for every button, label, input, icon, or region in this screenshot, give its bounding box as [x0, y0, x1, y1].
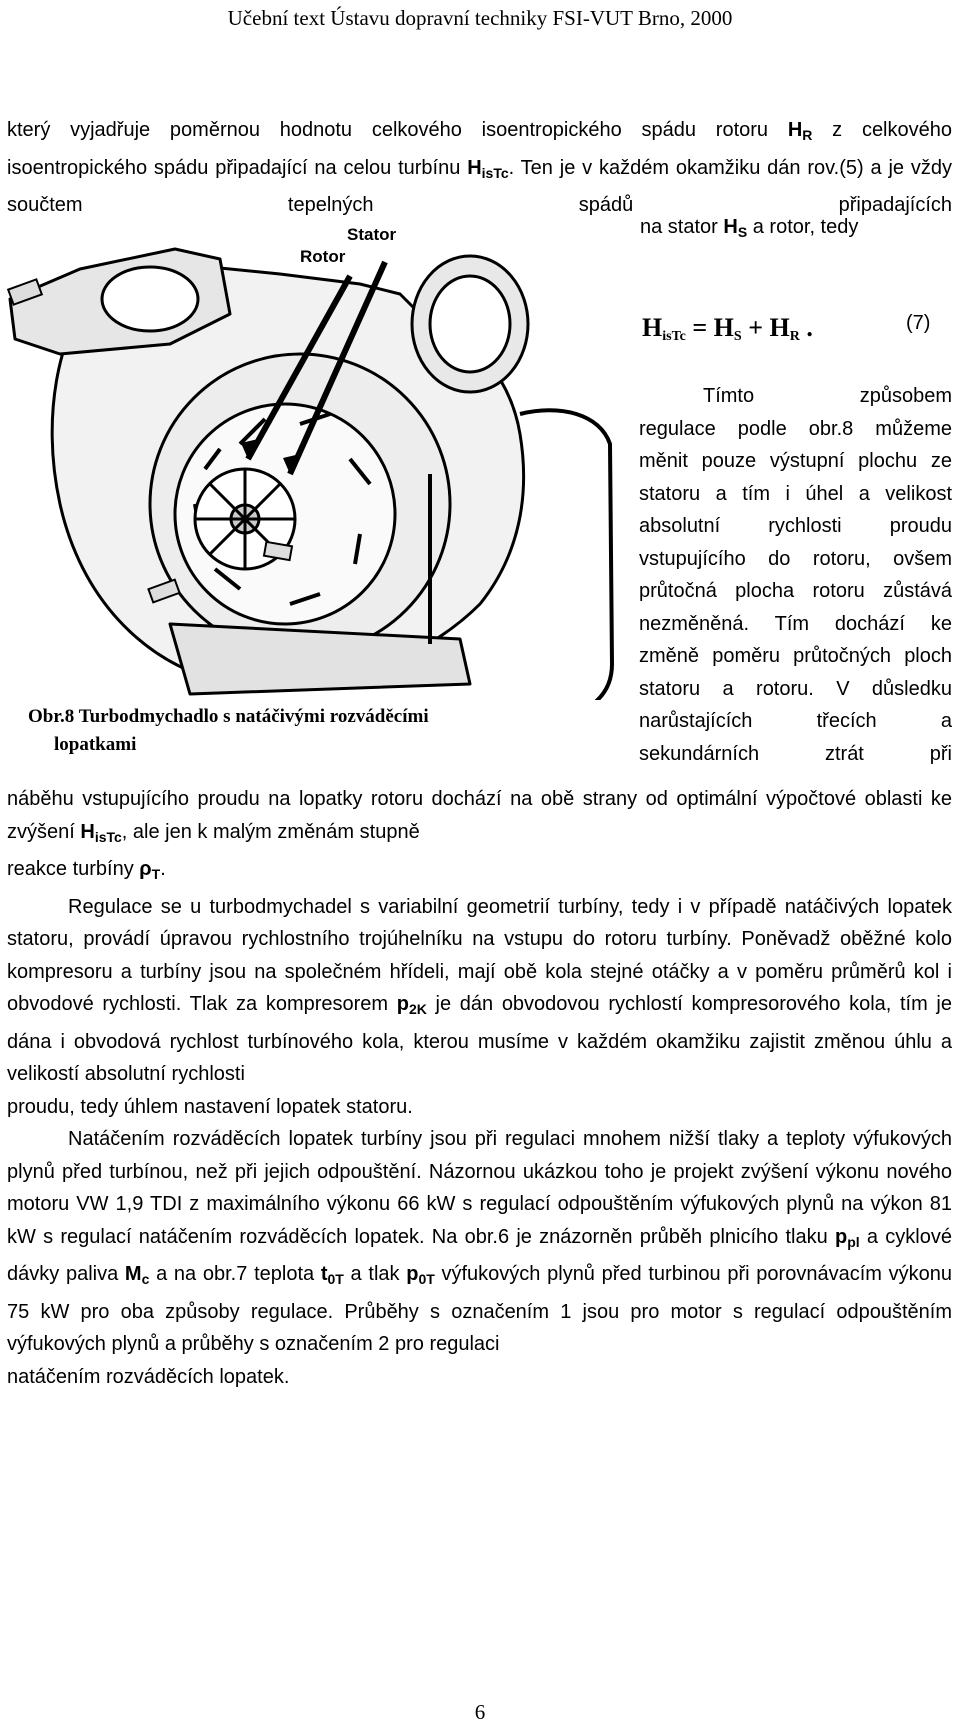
figure-caption	[28, 703, 628, 759]
caption-line-2: lopatkami	[54, 734, 137, 755]
paragraph-1: náběhu vstupujícího proudu na lopatky rotoru dochází na obě strany od optimální výpočtové oblasti ke zvýšení $H_{isTc}$, ale jen k malým změnám stupně reakce turbíny $\rho_T$.	[7, 788, 952, 882]
label-stator: Stator	[347, 225, 397, 244]
equation-number: (7)	[906, 312, 931, 334]
equation-body: $H_{isTc} = H_S + H_R$ .	[642, 313, 813, 344]
equation-7	[642, 305, 954, 351]
page-header: Učební text Ústavu dopravní techniky FSI-VUT Brno, 2000	[227, 6, 733, 30]
label-rotor: Rotor	[300, 247, 346, 266]
intro-paragraph	[7, 114, 952, 222]
symbol-histc: $H_{isTc}$	[467, 156, 509, 181]
side-rest: regulace podle obr.8 můžeme měnit pouze výstupní plochu ze statoru a tím i úhel a velikost absolutní rychlosti proudu vstupujícího do rotoru, ovšem průtočná plocha rotoru zůstává nezměněná. Tím dochází ke změně poměru průtočných ploch statoru a rotoru. V důsledku narůstajících třecích a sekundárních ztrát při	[639, 417, 952, 765]
paragraph-3: Natáčením rozváděcích lopatek turbíny jsou při regulaci mnohem nižší tlaky a teploty výfukových plynů před turbínou, než při jejich odpouštění. Názornou ukázkou toho je projekt zvýšení výkonu nového motoru VW 1,9 TDI z maximálního výkonu 66 kW s regulací odpouštěním výfukových plynů na výkon 81 kW s regulací natáčením rozváděcích lopatek. Na obr.6 je znázorněn průběh plnicího tlaku $p_{pl}$ a cyklové dávky paliva $M_c$ a na obr.7 teplota $t_{0T}$ a tlak $p_{0T}$ výfukových plynů před turbinou při porovnávacím výkonu 75 kW pro oba způsoby regulace. Průběhy s označením 1 jsou pro motor s regulací odpouštěním výfukových plynů a průběhy s označením 2 pro regulaci natáčením rozváděcích lopatek.	[7, 1128, 952, 1388]
symbol-hs: $H_S$	[723, 216, 748, 240]
paragraph-2: Regulace se u turbodmychadel s variabilní geometrií turbíny, tedy i v případě natáčivých lopatek statoru, provádí úpravou rychlostního trojúhelníku na vstupu do rotoru turbíny. Poněvadž oběžné kolo kompresoru a turbíny jsou na společném hřídeli, mají obě kola stejné otáčky a v poměru průměrů kol i obvodové rychlosti. Tlak za kompresorem $p_{2K}$ je dán obvodovou rychlostí kompresorového kola, tím je dána i obvodová rychlost turbínového kola, kterou musíme v každém okamžiku zajistit změnou úhlu a velikostí absolutní rychlosti proudu, tedy úhlem nastavení lopatek statoru.	[7, 895, 953, 1118]
outlet-opening	[430, 276, 510, 372]
inlet-opening	[102, 267, 198, 331]
intro-text-3: . Ten je v každém okamžiku dán rov.(5) a je vždy součtem tepelných spádů připadajících	[7, 156, 952, 216]
turbocharger-figure	[0, 222, 634, 700]
caption-line-1: Obr.8 Turbodmychadlo s natáčivými rozváděcími	[28, 706, 429, 727]
turbocharger-drawing	[0, 222, 634, 700]
right-line: na stator $H_S$ a rotor, tedy	[640, 216, 859, 240]
side-paragraph	[639, 380, 952, 770]
symbol-hr: $H_R$	[787, 119, 813, 143]
main-text	[7, 783, 952, 1393]
intro-text-1: který vyjadřuje poměrnou hodnotu celkového isoentropického spádu rotoru	[7, 119, 788, 141]
page-number: 6	[474, 1700, 486, 1724]
side-first-line: Tímto způsobem	[703, 385, 952, 407]
intro-text-2: z celkového isoentropického spádu připadající na celou turbínu	[7, 119, 952, 179]
